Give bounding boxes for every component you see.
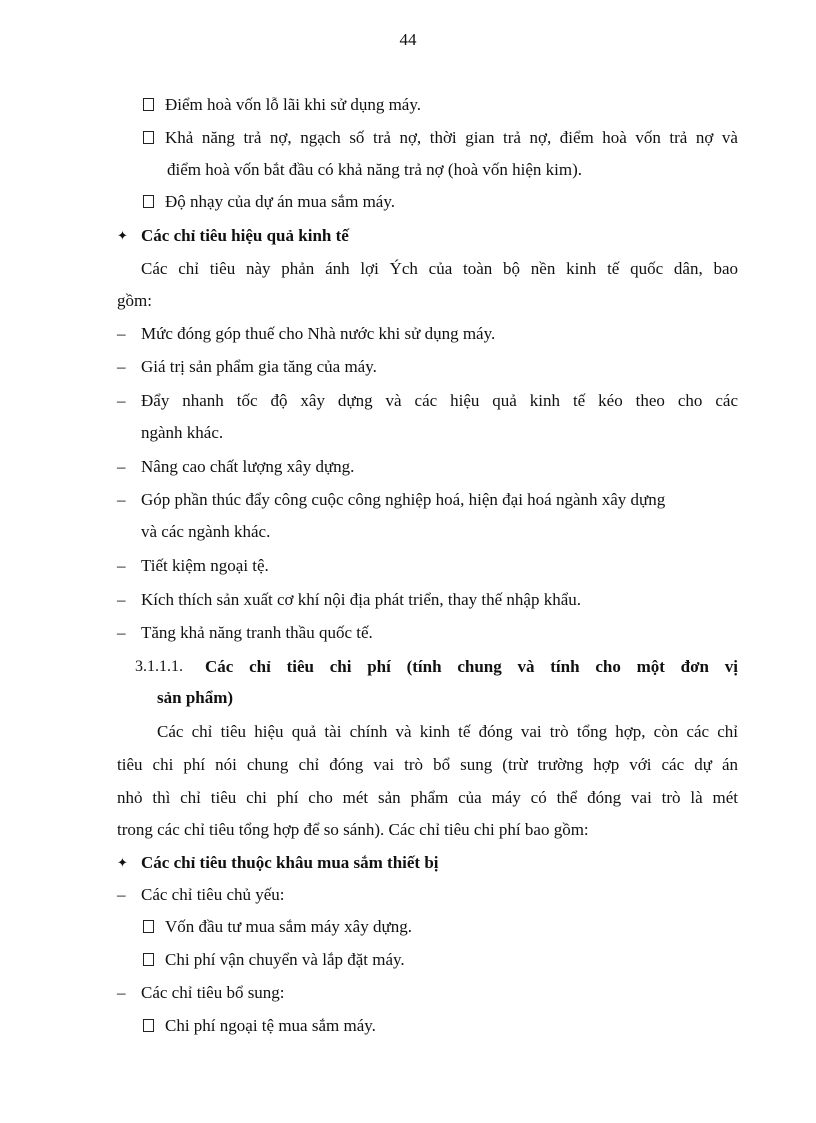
checkbox-bullet-icon	[143, 1019, 154, 1032]
checkbox-bullet-icon	[143, 98, 154, 111]
page-number: 44	[399, 30, 417, 49]
section-number: 3.1.1.1.	[135, 658, 183, 675]
dash-bullet-icon: –	[117, 490, 126, 509]
dash-bullet-icon: –	[117, 983, 126, 1002]
paragraph-line: gồm:	[117, 291, 152, 310]
list-item-continuation: ngành khác.	[141, 423, 224, 442]
dash-bullet-icon: –	[117, 623, 126, 642]
paragraph-line: trong các chỉ tiêu tổng hợp để so sánh). Các chỉ tiêu chi phí bao gồm:	[117, 820, 589, 839]
checkbox-bullet-icon	[143, 953, 154, 966]
star-bullet-icon: ✦	[117, 228, 128, 243]
list-item-continuation: điểm hoà vốn bắt đầu có khả năng trả nợ (hoà vốn hiện kim).	[167, 160, 582, 179]
dash-bullet-icon: –	[117, 457, 126, 476]
dash-bullet-icon: –	[117, 885, 126, 904]
paragraph-line: tiêu chi phí nói chung chỉ đóng vai trò bổ sung (trừ trường hợp với các dự án	[117, 755, 738, 774]
section-title-continuation: sản phẩm)	[157, 688, 234, 707]
paragraph-line: Các chỉ tiêu này phản ánh lợi Ých của toàn bộ nền kinh tế quốc dân, bao	[141, 259, 738, 278]
dash-bullet-icon: –	[117, 590, 126, 609]
dash-bullet-icon: –	[117, 391, 126, 410]
dash-bullet-icon: –	[117, 357, 126, 376]
list-item-continuation: và các ngành khác.	[141, 522, 271, 541]
paragraph-line: Các chỉ tiêu hiệu quả tài chính và kinh tế đóng vai trò tổng hợp, còn các chỉ	[157, 722, 738, 741]
paragraph-line: nhỏ thì chỉ tiêu chi phí cho mét sản phẩm của máy có thể đóng vai trò là mét	[117, 788, 738, 807]
section-title: Các chỉ tiêu chi phí (tính chung và tính cho một đơn vị	[205, 657, 738, 676]
dash-bullet-icon: –	[117, 556, 126, 575]
checkbox-bullet-icon	[143, 920, 154, 933]
checkbox-bullet-icon	[143, 131, 154, 144]
dash-bullet-icon: –	[117, 324, 126, 343]
star-bullet-icon: ✦	[117, 855, 128, 870]
checkbox-bullet-icon	[143, 195, 154, 208]
